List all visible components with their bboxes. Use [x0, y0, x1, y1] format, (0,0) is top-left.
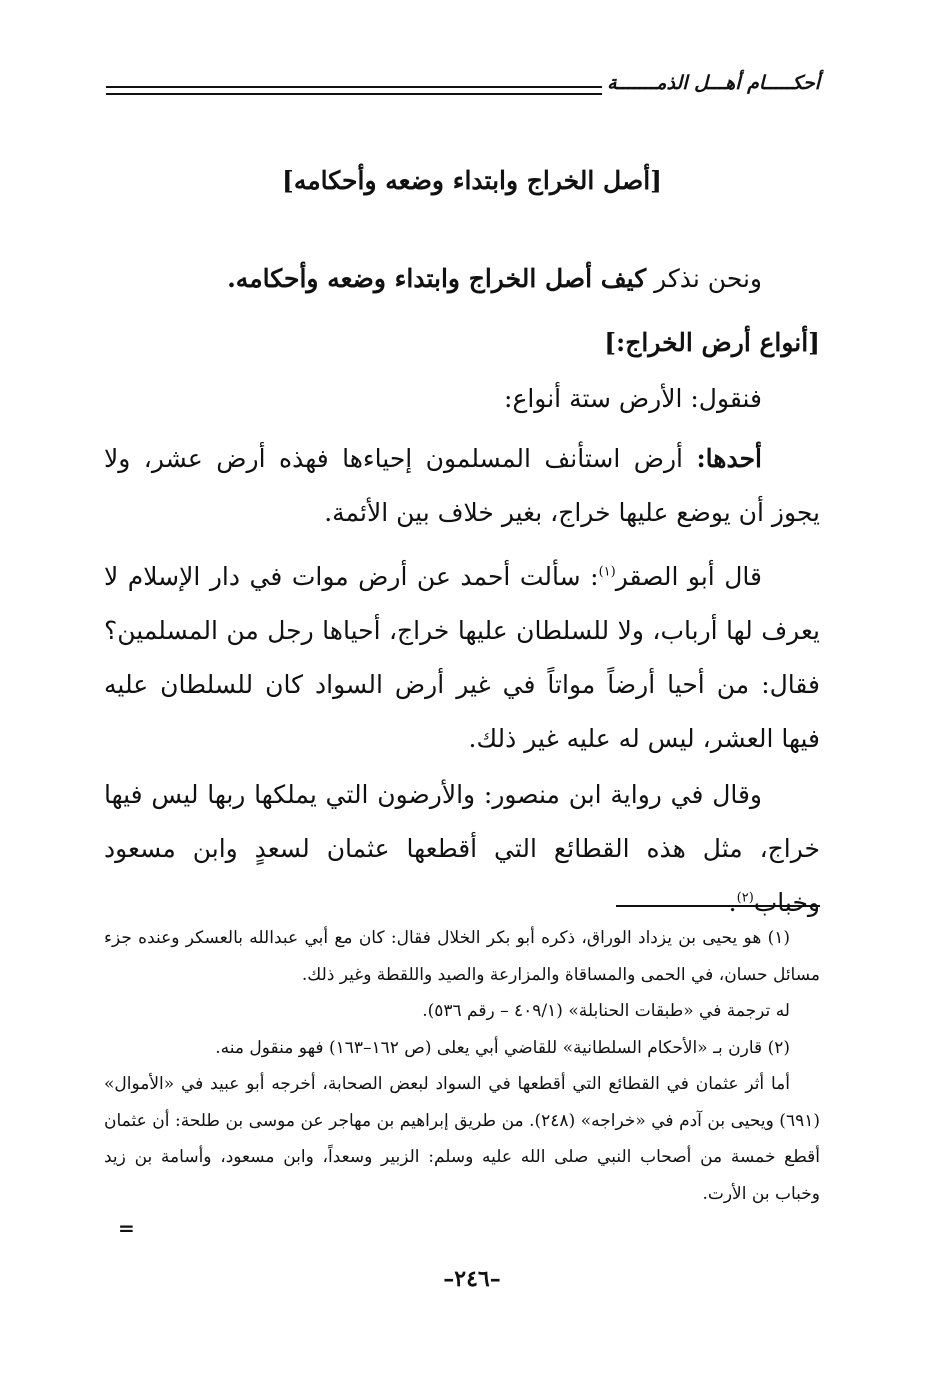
- main-text-p3-block: [104, 432, 820, 540]
- subheading-block: [104, 316, 820, 370]
- ibn-mansur-text: وقال في رواية ابن منصور: والأرضون التي يملكها ربها ليس فيها خراج، مثل هذه القطائع التي أقطعها عثمان لسعدٍ وابن مسعود وخباب: [104, 780, 820, 917]
- section-heading: [أصل الخراج وابتداء وضعه وأحكامه]: [282, 166, 662, 195]
- paragraph-six-types: فنقول: الأرض ستة أنواع:: [504, 384, 762, 413]
- footnote-1-text: (١) هو يحيى بن يزداد الوراق، ذكره أبو بكر الخلال فقال: كان مع أبي عبدالله بالعسكر وعنده جزء مسائل حسان، في الحمى والمساقاة والمزارعة والصيد واللقطة وغير ذلك.: [104, 928, 820, 985]
- running-header: [106, 66, 820, 106]
- footnote-ref-1[interactable]: (١): [598, 564, 616, 580]
- header-double-rule: [106, 86, 602, 95]
- intro-bold: كيف أصل الخراج وابتداء وضعه وأحكامه.: [227, 264, 647, 293]
- main-text-p1-block: [104, 252, 820, 306]
- main-text-p2-block: [104, 372, 820, 426]
- paragraph-abu-saqr: [104, 550, 820, 766]
- page-number: –٢٤٦–: [443, 1266, 501, 1292]
- ibn-mansur-end: .: [728, 888, 737, 917]
- footnote-2-text: (٢) قارن بـ «الأحكام السلطانية» للقاضي أبي يعلى (ص ١٦٢–١٦٣) فهو منقول منه.: [215, 1037, 790, 1058]
- footnote-1-reference: له ترجمة في «طبقات الحنابلة» (٤٠٩/١ – رقم ٥٣٦).: [422, 1001, 790, 1021]
- main-text-p4-block: [104, 550, 820, 766]
- footnote-continues-mark: =: [118, 1216, 135, 1240]
- intro-lead: ونحن نذكر: [646, 264, 762, 293]
- abu-saqr-text: : سألت أحمد عن أرض موات في دار الإسلام لا يعرف لها أرباب، ولا للسلطان عليها خراج، أحياها رجل من المسلمين؟ فقال: من أحيا أرضاً مواتاً في غير أرض السواد كان للسلطان عليه فيها العشر، ليس له عليه غير ذلك.: [104, 562, 820, 753]
- abu-saqr-lead: قال أبو الصقر: [615, 562, 762, 591]
- first-type-text: أرض استأنف المسلمون إحياءها فهذه أرض عشر، ولا يجوز أن يوضع عليها خراج، بغير خلاف بين الأئمة.: [104, 444, 820, 527]
- footnote-separator: [616, 905, 820, 907]
- running-title: أحكـــــام أهـــل الذمـــــــة: [607, 72, 820, 94]
- paragraph-first-type: [104, 432, 820, 540]
- paragraph-intro: [104, 252, 820, 306]
- footnote-2-continuation: أما أثر عثمان في القطائع التي أقطعها في السواد لبعض الصحابة، أخرجه أبو عبيد في «الأموال» (٦٩١) ويحيى بن آدم في «خراجه» (٢٤٨). من طريق إبراهيم بن مهاجر عن موسى بن طلحة: أن عثمان أقطع خمسة من أصحاب النبي صلى الله عليه وسلم: الزبير وسعداً، وابن مسعود، وأسامة بن زيد وخباب بن الأرت.: [104, 1074, 820, 1204]
- first-type-label: أحدها:: [696, 444, 762, 473]
- footnotes: [104, 920, 820, 1212]
- footnote-ref-2[interactable]: (٢): [736, 890, 754, 906]
- subheading-land-types: [أنواع أرض الخراج:]: [604, 328, 820, 357]
